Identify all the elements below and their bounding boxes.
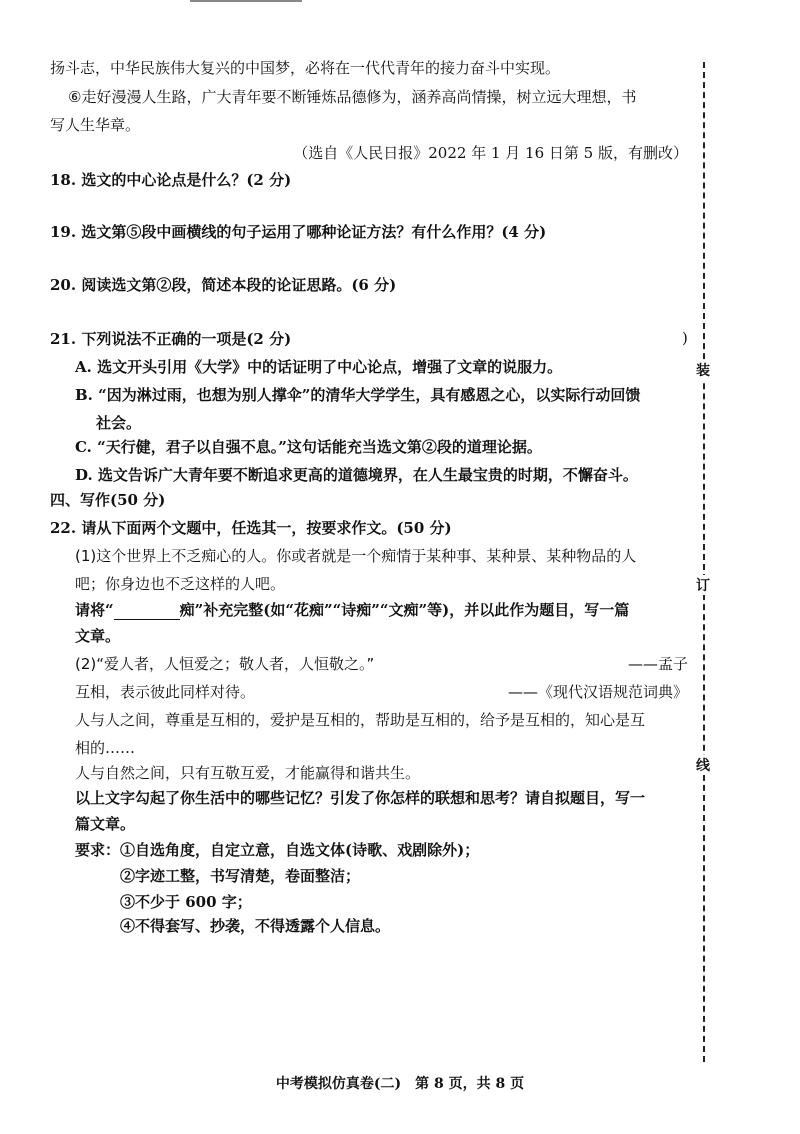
option2-line: 人与人之间，尊重是互相的，爱护是互相的，帮助是互相的，给予是互相的，知心是互 xyxy=(75,711,646,729)
option1-line: (1)这个世界上不乏痴心的人。你或者就是一个痴情于某种事、某种景、某种物品的人 xyxy=(75,547,637,565)
option-b-cont: 社会。 xyxy=(96,414,142,432)
binding-mark-xian: 线 xyxy=(694,755,712,775)
binding-mark-zhuang: 装 xyxy=(694,360,712,380)
option2-line: 以上文字勾起了你生活中的哪些记忆？引发了你怎样的联想和思考？请自拟题目，写一 xyxy=(75,789,646,807)
answer-paren: ) xyxy=(682,329,688,347)
requirement-4: ④不得套写、抄袭，不得透露个人信息。 xyxy=(120,917,391,935)
requirement-3: ③不少于 600 字； xyxy=(120,893,252,911)
question-18: 18. 选文的中心论点是什么？(2 分) xyxy=(50,171,292,189)
passage-line: 扬斗志，中华民族伟大复兴的中国梦，必将在一代代青年的接力奋斗中实现。 xyxy=(50,59,561,77)
option-d: D. 选文告诉广大青年要不断追求更高的道德境界，在人生最宝贵的时期，不懈奋斗。 xyxy=(75,466,638,484)
option2-line: 相的…… xyxy=(75,739,136,757)
option1-line: 吧；你身边也不乏这样的人吧。 xyxy=(75,575,286,593)
question-21: 21. 下列说法不正确的一项是(2 分) xyxy=(50,330,292,348)
question-19: 19. 选文第⑤段中画横线的句子运用了哪种论证方法？有什么作用？(4 分) xyxy=(50,223,547,241)
question-22: 22. 请从下面两个文题中，任选其一，按要求作文。(50 分) xyxy=(50,519,452,537)
question-20: 20. 阅读选文第②段，简述本段的论证思路。(6 分) xyxy=(50,276,397,294)
option-c: C. “天行健，君子以自强不息。”这句话能充当选文第②段的道理论据。 xyxy=(75,438,542,456)
option2-quote: (2)“爱人者，人恒爱之；敬人者，人恒敬之。” xyxy=(75,655,375,673)
option-a: A. 选文开头引用《大学》中的话证明了中心论点，增强了文章的说服力。 xyxy=(75,358,563,376)
option1-line: 文章。 xyxy=(75,627,121,645)
option-b: B. “因为淋过雨，也想为别人撑伞”的清华大学学生，具有感恩之心，以实际行动回馈 xyxy=(75,386,641,404)
passage-line: 写人生华章。 xyxy=(50,116,141,134)
option2-line: 人与自然之间，只有互敬互爱，才能赢得和谐共生。 xyxy=(75,764,421,782)
option2-definition: 互相，表示彼此同样对待。 xyxy=(75,683,256,701)
requirement-2: ②字迹工整，书写清楚，卷面整洁； xyxy=(120,867,361,885)
option1-prompt-pre: 请将“ xyxy=(75,601,114,619)
option1-prompt-post: 痴”补充完整(如“花痴”“诗痴”“文痴”等)，并以此作为题目，写一篇 xyxy=(179,601,630,619)
requirement-1: 要求：①自选角度，自定立意，自选文体(诗歌、戏剧除外)； xyxy=(75,841,480,859)
page-footer: 中考模拟仿真卷(二) 第 8 页，共 8 页 xyxy=(275,1076,525,1092)
option2-line: 篇文章。 xyxy=(75,815,136,833)
binding-line xyxy=(703,62,705,1062)
top-rule xyxy=(190,0,302,2)
option2-quote-source: ——孟子 xyxy=(627,655,688,673)
fill-blank xyxy=(114,605,180,620)
option2-definition-source: ——《现代汉语规范词典》 xyxy=(507,683,688,701)
section-writing: 四、写作(50 分) xyxy=(50,491,166,509)
option1-prompt xyxy=(75,600,715,620)
passage-paragraph-6: ⑥走好漫漫人生路，广大青年要不断锤炼品德修为，涵养高尚情操，树立远大理想，书 xyxy=(68,88,637,106)
binding-mark-ding: 订 xyxy=(694,575,712,595)
passage-source: （选自《人民日报》2022 年 1 月 16 日第 5 版，有删改） xyxy=(293,144,688,162)
